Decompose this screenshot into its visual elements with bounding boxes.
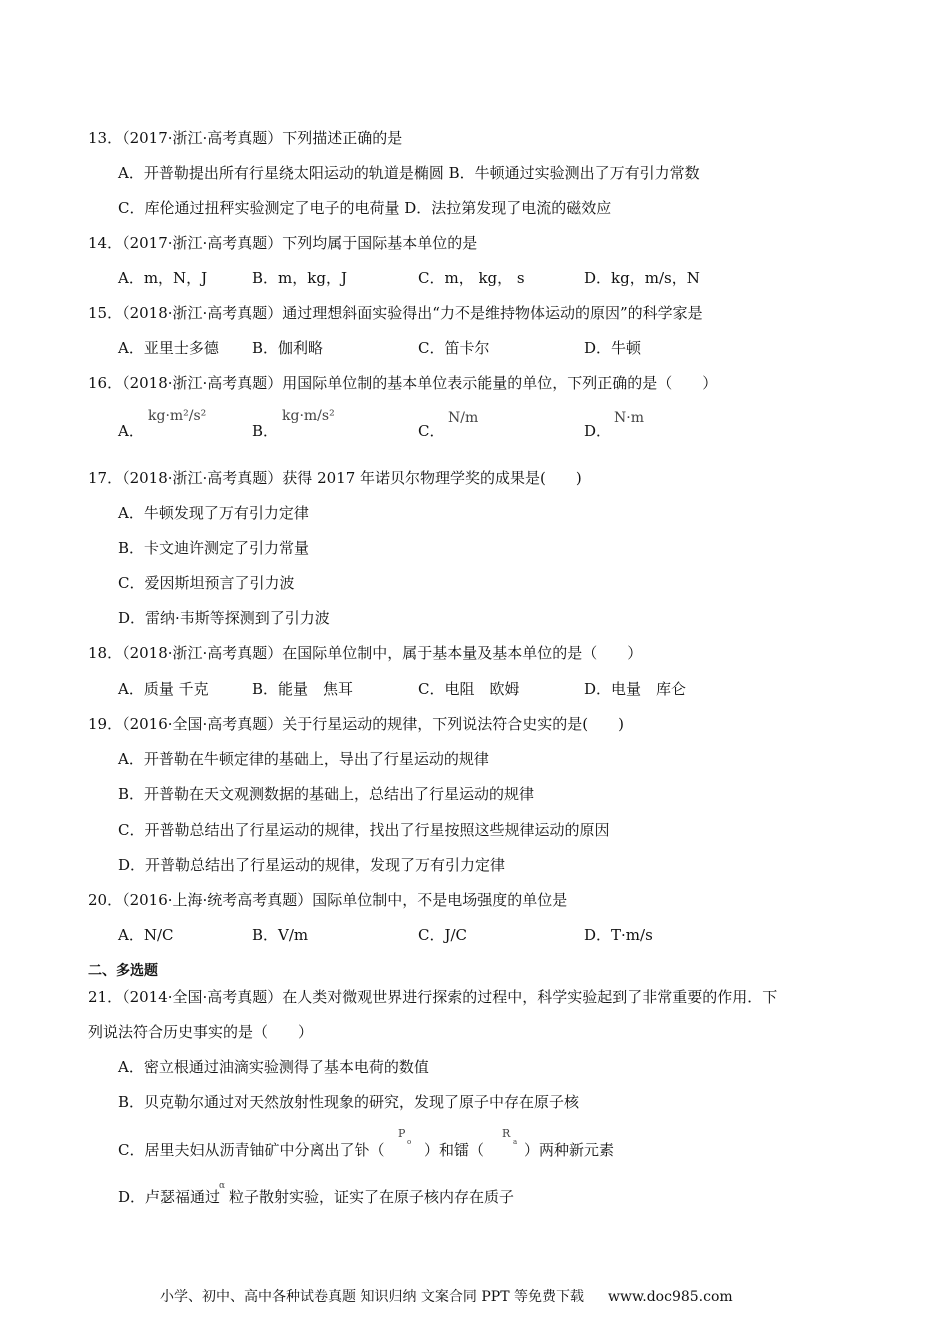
page-footer: [160, 1286, 733, 1306]
question-19-stem: 19．（2016·全国·高考真题）关于行星运动的规律，下列说法符合史实的是( ): [88, 715, 625, 733]
polonium-symbol-p: P: [398, 1127, 406, 1140]
question-20-option-c: C．J/C: [418, 926, 468, 944]
question-16-option-c: C．: [418, 422, 445, 440]
question-16-option-a: A．: [118, 422, 144, 440]
question-16-formula-a: kg·m²/s²: [148, 408, 207, 424]
question-14-option-b: B．m，kg，J: [252, 269, 347, 287]
question-20-stem: 20．（2016·上海·统考高考真题）国际单位制中，不是电场强度的单位是: [88, 891, 568, 909]
question-16-formula-d: N·m: [614, 410, 644, 426]
question-14-option-c: C．m， kg， s: [418, 269, 525, 287]
footer-website-link[interactable]: www.doc985.com: [607, 1289, 733, 1305]
question-18-option-a: A．质量 千克: [118, 680, 209, 698]
radium-symbol-a: a: [513, 1138, 518, 1146]
question-21-option-c-part1: C．居里夫妇从沥青铀矿中分离出了钋（: [118, 1141, 385, 1159]
question-15-option-b: B．伽利略: [252, 339, 324, 357]
question-18-option-b: B．能量 焦耳: [252, 680, 354, 698]
question-21-option-d-part2: 粒子散射实验，证实了在原子核内存在质子: [229, 1188, 515, 1206]
question-21-option-c-part2: ）和镭（: [424, 1141, 485, 1159]
question-14-stem: 14．（2017·浙江·高考真题）下列均属于国际基本单位的是: [88, 234, 478, 252]
question-15-option-c: C．笛卡尔: [418, 339, 490, 357]
question-14-option-a: A．m，N，J: [118, 269, 208, 287]
alpha-symbol: α: [219, 1181, 226, 1191]
question-20-option-a: A．N/C: [118, 926, 174, 944]
question-17-option-d: D．雷纳·韦斯等探测到了引力波: [118, 609, 330, 627]
footer-promo-text: 小学、初中、高中各种试卷真题 知识归纳 文案合同 PPT 等免费下载: [160, 1289, 584, 1305]
question-19-option-c: C．开普勒总结出了行星运动的规律，找出了行星按照这些规律运动的原因: [118, 821, 610, 839]
question-19-option-d: D．开普勒总结出了行星运动的规律，发现了万有引力定律: [118, 856, 506, 874]
question-21-option-a: A．密立根通过油滴实验测得了基本电荷的数值: [118, 1058, 429, 1076]
question-16-stem: 16．（2018·浙江·高考真题）用国际单位制的基本单位表示能量的单位，下列正确的是（ ）: [88, 374, 718, 392]
question-21-option-d-part1: D．卢瑟福通过: [118, 1188, 221, 1206]
question-13-options-row2: C．库伦通过扭秤实验测定了电子的电荷量 D．法拉第发现了电流的磁效应: [118, 199, 612, 217]
question-14-option-d: D．kg，m/s，N: [584, 269, 700, 287]
question-20-option-d: D．T·m/s: [584, 926, 653, 944]
question-21-stem-line2: 列说法符合历史事实的是（ ）: [88, 1023, 314, 1041]
question-15-stem: 15．（2018·浙江·高考真题）通过理想斜面实验得出“力不是维持物体运动的原因”的科学家是: [88, 304, 703, 322]
question-16-formula-c: N/m: [448, 410, 479, 426]
question-16-formula-b: kg·m/s²: [282, 408, 335, 424]
question-17-stem: 17．（2018·浙江·高考真题）获得 2017 年诺贝尔物理学奖的成果是( ): [88, 469, 582, 487]
question-18-option-c: C．电阻 欧姆: [418, 680, 520, 698]
question-18-stem: 18．（2018·浙江·高考真题）在国际单位制中，属于基本量及基本单位的是（ ）: [88, 644, 643, 662]
question-17-option-c: C．爱因斯坦预言了引力波: [118, 574, 295, 592]
question-19-option-a: A．开普勒在牛顿定律的基础上，导出了行星运动的规律: [118, 750, 489, 768]
radium-symbol-r: R: [502, 1127, 511, 1140]
question-21-stem-line1: 21．（2014·全国·高考真题）在人类对微观世界进行探索的过程中，科学实验起到了非常重要的作用．下: [88, 988, 778, 1006]
question-15-option-d: D．牛顿: [584, 339, 642, 357]
polonium-symbol-o: o: [407, 1138, 412, 1146]
question-13-stem: 13．（2017·浙江·高考真题）下列描述正确的是: [88, 129, 403, 147]
question-21-option-c-part3: ）两种新元素: [524, 1141, 615, 1159]
question-17-option-b: B．卡文迪许测定了引力常量: [118, 539, 310, 557]
question-16-option-d: D．: [584, 422, 612, 440]
question-17-option-a: A．牛顿发现了万有引力定律: [118, 504, 309, 522]
question-15-option-a: A．亚里士多德: [118, 339, 219, 357]
question-16-option-b: B．: [252, 422, 279, 440]
section-heading-multiple-choice: 二、多选题: [88, 963, 158, 979]
question-19-option-b: B．开普勒在天文观测数据的基础上，总结出了行星运动的规律: [118, 785, 535, 803]
question-18-option-d: D．电量 库仑: [584, 680, 687, 698]
question-20-option-b: B．V/m: [252, 926, 309, 944]
question-21-option-b: B．贝克勒尔通过对天然放射性现象的研究，发现了原子中存在原子核: [118, 1093, 580, 1111]
question-13-options-row1: A．开普勒提出所有行星绕太阳运动的轨道是椭圆 B．牛顿通过实验测出了万有引力常数: [118, 164, 700, 182]
